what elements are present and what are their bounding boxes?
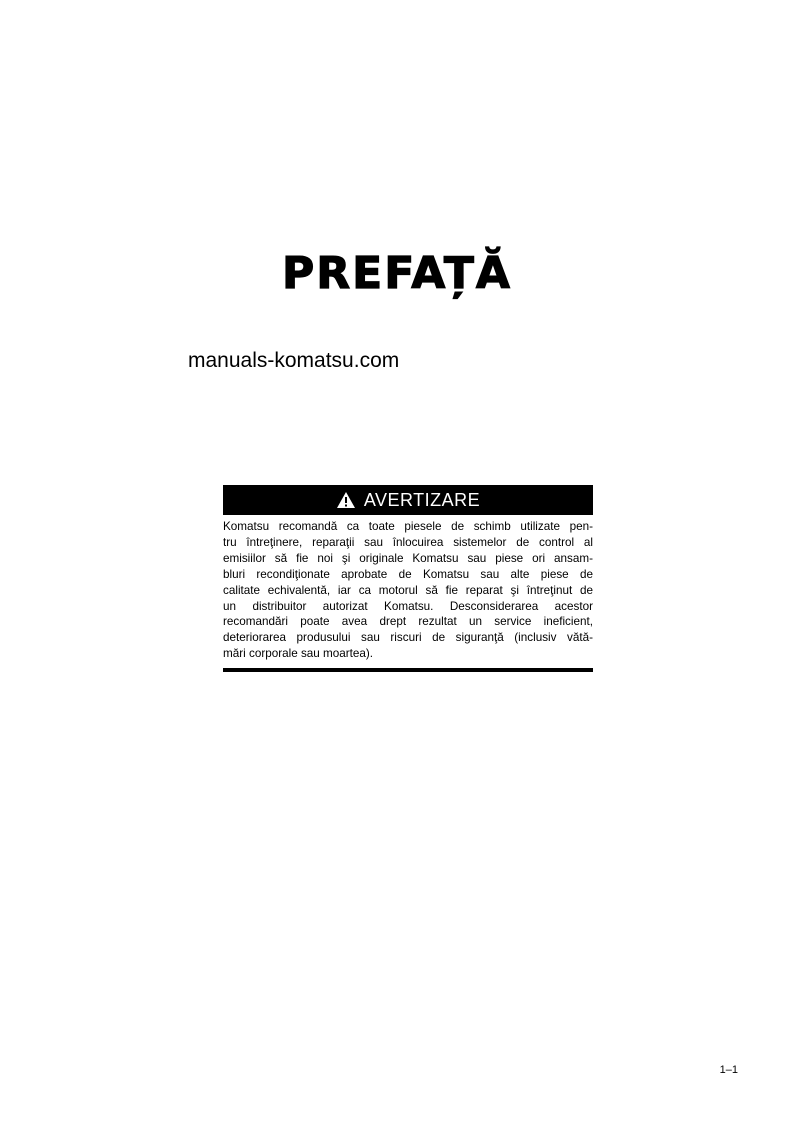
page-number: 1–1 bbox=[719, 1064, 738, 1076]
warning-text-line: bluri recondiţionate aprobate de Komatsu sau alte piese de bbox=[223, 567, 593, 581]
website-text: manuals-komatsu.com bbox=[188, 349, 400, 372]
warning-box bbox=[223, 485, 593, 672]
warning-label: AVERTIZARE bbox=[363, 489, 481, 510]
warning-text-line: calitate echivalentă, iar ca motorul să fie reparat şi întreţinut de bbox=[223, 583, 593, 597]
warning-text-line: emisiilor să fie noi şi originale Komatsu sau piese ori ansam- bbox=[223, 551, 593, 565]
warning-bottom-rule bbox=[223, 668, 593, 672]
page-title: PREFAȚĂ bbox=[282, 248, 512, 299]
warning-header bbox=[223, 485, 593, 515]
warning-text-line: mări corporale sau moartea). bbox=[223, 647, 374, 661]
warning-text bbox=[223, 519, 593, 662]
warning-triangle-icon bbox=[336, 491, 356, 509]
warning-text-line: un distribuitor autorizat Komatsu. Desconsiderarea acestor bbox=[223, 599, 593, 613]
warning-text-line: deteriorarea produsului sau riscuri de siguranţă (inclusiv vătă- bbox=[223, 631, 593, 645]
warning-text-line: tru întreţinere, reparaţii sau înlocuirea sistemelor de control al bbox=[223, 535, 593, 549]
warning-text-line: Komatsu recomandă ca toate piesele de schimb utilizate pen- bbox=[223, 520, 593, 533]
warning-text-line: recomandări poate avea drept rezultat un service ineficient, bbox=[223, 615, 593, 629]
